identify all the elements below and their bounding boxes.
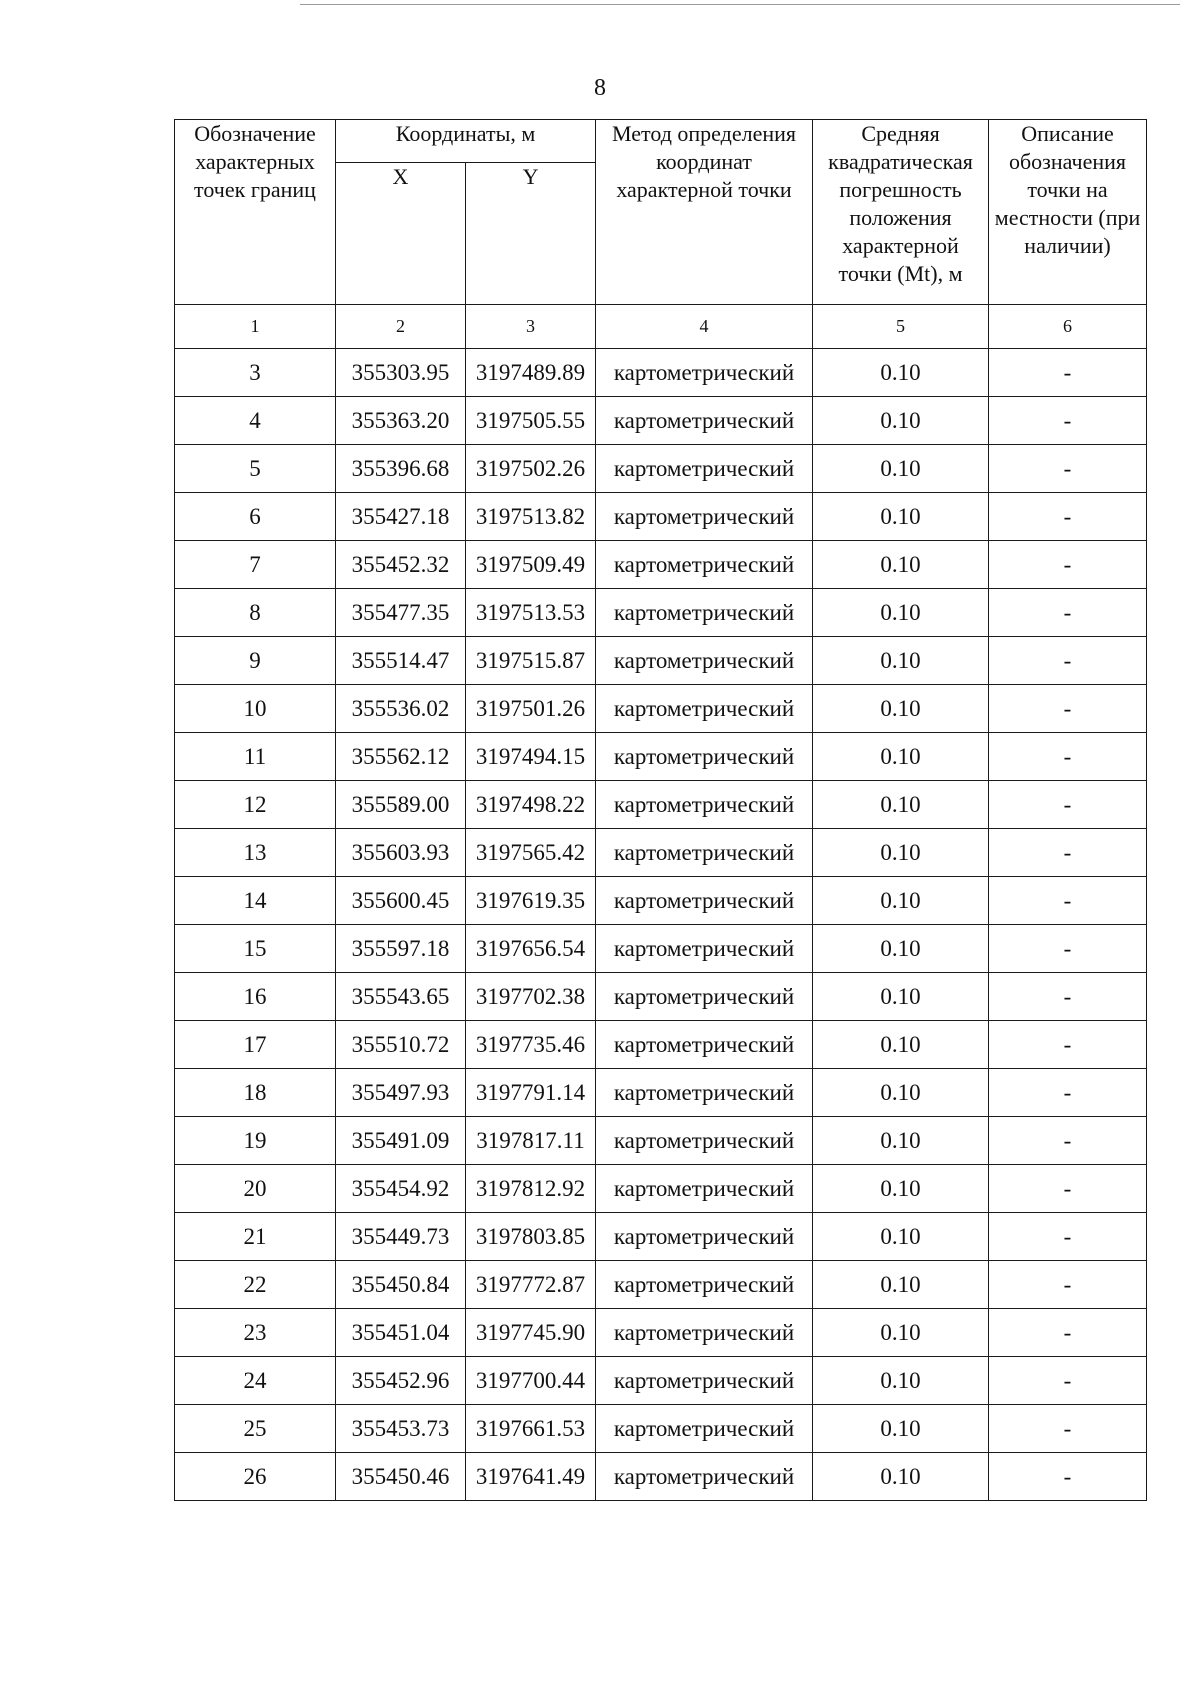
column-number: 6 — [989, 305, 1147, 349]
cell-point-id: 25 — [175, 1405, 336, 1453]
cell-y: 3197513.53 — [466, 589, 596, 637]
table-row — [175, 445, 1147, 493]
cell-method: картометрический — [596, 1309, 813, 1357]
cell-x: 355449.73 — [336, 1213, 466, 1261]
column-number: 1 — [175, 305, 336, 349]
cell-y: 3197619.35 — [466, 877, 596, 925]
cell-description: - — [989, 1357, 1147, 1405]
cell-error: 0.10 — [813, 445, 989, 493]
cell-y: 3197505.55 — [466, 397, 596, 445]
cell-error: 0.10 — [813, 829, 989, 877]
table-row — [175, 1165, 1147, 1213]
cell-x: 355491.09 — [336, 1117, 466, 1165]
cell-point-id: 4 — [175, 397, 336, 445]
table-row — [175, 1117, 1147, 1165]
cell-method: картометрический — [596, 1021, 813, 1069]
cell-point-id: 7 — [175, 541, 336, 589]
cell-point-id: 18 — [175, 1069, 336, 1117]
cell-y: 3197735.46 — [466, 1021, 596, 1069]
cell-x: 355497.93 — [336, 1069, 466, 1117]
table-header — [175, 120, 1147, 305]
cell-error: 0.10 — [813, 1357, 989, 1405]
cell-point-id: 22 — [175, 1261, 336, 1309]
header-designation: Обозначение характерных точек границ — [175, 120, 336, 305]
cell-method: картометрический — [596, 493, 813, 541]
table-row — [175, 781, 1147, 829]
cell-point-id: 26 — [175, 1453, 336, 1501]
header-x: X — [336, 163, 466, 305]
table-body — [175, 305, 1147, 1501]
cell-description: - — [989, 925, 1147, 973]
cell-description: - — [989, 397, 1147, 445]
header-y: Y — [466, 163, 596, 305]
cell-x: 355452.32 — [336, 541, 466, 589]
cell-method: картометрический — [596, 829, 813, 877]
column-number: 5 — [813, 305, 989, 349]
column-number: 2 — [336, 305, 466, 349]
cell-x: 355543.65 — [336, 973, 466, 1021]
table-row — [175, 829, 1147, 877]
cell-x: 355603.93 — [336, 829, 466, 877]
table-row — [175, 1213, 1147, 1261]
table-row — [175, 397, 1147, 445]
cell-point-id: 10 — [175, 685, 336, 733]
cell-point-id: 20 — [175, 1165, 336, 1213]
cell-point-id: 21 — [175, 1213, 336, 1261]
cell-error: 0.10 — [813, 877, 989, 925]
cell-method: картометрический — [596, 1213, 813, 1261]
cell-error: 0.10 — [813, 685, 989, 733]
column-numbers-row — [175, 305, 1147, 349]
cell-y: 3197513.82 — [466, 493, 596, 541]
cell-x: 355451.04 — [336, 1309, 466, 1357]
cell-x: 355597.18 — [336, 925, 466, 973]
cell-x: 355303.95 — [336, 349, 466, 397]
header-description: Описание обозначения точки на местности (при наличии) — [989, 120, 1147, 305]
cell-point-id: 9 — [175, 637, 336, 685]
cell-description: - — [989, 349, 1147, 397]
cell-description: - — [989, 445, 1147, 493]
cell-point-id: 24 — [175, 1357, 336, 1405]
cell-error: 0.10 — [813, 733, 989, 781]
cell-y: 3197515.87 — [466, 637, 596, 685]
cell-method: картометрический — [596, 973, 813, 1021]
cell-y: 3197656.54 — [466, 925, 596, 973]
cell-x: 355536.02 — [336, 685, 466, 733]
cell-x: 355452.96 — [336, 1357, 466, 1405]
cell-method: картометрический — [596, 589, 813, 637]
cell-description: - — [989, 1405, 1147, 1453]
cell-method: картометрический — [596, 1261, 813, 1309]
cell-y: 3197641.49 — [466, 1453, 596, 1501]
cell-y: 3197791.14 — [466, 1069, 596, 1117]
cell-description: - — [989, 493, 1147, 541]
cell-error: 0.10 — [813, 781, 989, 829]
cell-point-id: 8 — [175, 589, 336, 637]
table-row — [175, 637, 1147, 685]
cell-error: 0.10 — [813, 1117, 989, 1165]
cell-description: - — [989, 1309, 1147, 1357]
cell-y: 3197745.90 — [466, 1309, 596, 1357]
cell-method: картометрический — [596, 637, 813, 685]
cell-y: 3197772.87 — [466, 1261, 596, 1309]
cell-x: 355427.18 — [336, 493, 466, 541]
cell-y: 3197700.44 — [466, 1357, 596, 1405]
cell-y: 3197812.92 — [466, 1165, 596, 1213]
header-method: Метод определения координат характерной точки — [596, 120, 813, 305]
cell-point-id: 19 — [175, 1117, 336, 1165]
table-row — [175, 1069, 1147, 1117]
cell-y: 3197489.89 — [466, 349, 596, 397]
table-row — [175, 1309, 1147, 1357]
cell-description: - — [989, 1213, 1147, 1261]
cell-error: 0.10 — [813, 397, 989, 445]
cell-error: 0.10 — [813, 1021, 989, 1069]
cell-x: 355454.92 — [336, 1165, 466, 1213]
cell-y: 3197702.38 — [466, 973, 596, 1021]
cell-description: - — [989, 1069, 1147, 1117]
table-row — [175, 1261, 1147, 1309]
cell-x: 355363.20 — [336, 397, 466, 445]
cell-error: 0.10 — [813, 1453, 989, 1501]
cell-method: картометрический — [596, 733, 813, 781]
table-row — [175, 1405, 1147, 1453]
cell-method: картометрический — [596, 781, 813, 829]
cell-x: 355510.72 — [336, 1021, 466, 1069]
table-row — [175, 925, 1147, 973]
cell-y: 3197661.53 — [466, 1405, 596, 1453]
table-row — [175, 493, 1147, 541]
cell-x: 355450.46 — [336, 1453, 466, 1501]
cell-method: картометрический — [596, 685, 813, 733]
cell-description: - — [989, 973, 1147, 1021]
cell-description: - — [989, 589, 1147, 637]
cell-error: 0.10 — [813, 1213, 989, 1261]
cell-error: 0.10 — [813, 1405, 989, 1453]
cell-method: картометрический — [596, 1357, 813, 1405]
page-number: 8 — [594, 75, 606, 101]
column-number: 4 — [596, 305, 813, 349]
cell-method: картометрический — [596, 445, 813, 493]
cell-y: 3197501.26 — [466, 685, 596, 733]
cell-method: картометрический — [596, 397, 813, 445]
cell-error: 0.10 — [813, 541, 989, 589]
cell-y: 3197502.26 — [466, 445, 596, 493]
cell-description: - — [989, 637, 1147, 685]
cell-x: 355562.12 — [336, 733, 466, 781]
cell-x: 355453.73 — [336, 1405, 466, 1453]
cell-method: картометрический — [596, 541, 813, 589]
table-row — [175, 541, 1147, 589]
cell-description: - — [989, 877, 1147, 925]
cell-description: - — [989, 733, 1147, 781]
cell-error: 0.10 — [813, 589, 989, 637]
cell-error: 0.10 — [813, 973, 989, 1021]
cell-description: - — [989, 685, 1147, 733]
cell-description: - — [989, 1117, 1147, 1165]
column-number: 3 — [466, 305, 596, 349]
table-row — [175, 589, 1147, 637]
cell-x: 355600.45 — [336, 877, 466, 925]
cell-y: 3197817.11 — [466, 1117, 596, 1165]
table-row — [175, 1021, 1147, 1069]
header-coordinates: Координаты, м — [336, 120, 596, 163]
table-row — [175, 1453, 1147, 1501]
cell-error: 0.10 — [813, 1309, 989, 1357]
cell-description: - — [989, 541, 1147, 589]
table-row — [175, 1357, 1147, 1405]
cell-y: 3197509.49 — [466, 541, 596, 589]
table-row — [175, 349, 1147, 397]
cell-method: картометрический — [596, 1117, 813, 1165]
cell-point-id: 5 — [175, 445, 336, 493]
cell-description: - — [989, 1453, 1147, 1501]
cell-description: - — [989, 1165, 1147, 1213]
cell-point-id: 6 — [175, 493, 336, 541]
cell-method: картометрический — [596, 1069, 813, 1117]
cell-point-id: 15 — [175, 925, 336, 973]
cell-point-id: 11 — [175, 733, 336, 781]
cell-description: - — [989, 781, 1147, 829]
cell-error: 0.10 — [813, 1069, 989, 1117]
cell-point-id: 17 — [175, 1021, 336, 1069]
cell-error: 0.10 — [813, 637, 989, 685]
table-row — [175, 973, 1147, 1021]
table-row — [175, 733, 1147, 781]
cell-x: 355589.00 — [336, 781, 466, 829]
cell-x: 355396.68 — [336, 445, 466, 493]
cell-point-id: 23 — [175, 1309, 336, 1357]
cell-method: картометрический — [596, 877, 813, 925]
cell-error: 0.10 — [813, 925, 989, 973]
cell-x: 355514.47 — [336, 637, 466, 685]
cell-x: 355477.35 — [336, 589, 466, 637]
cell-error: 0.10 — [813, 1261, 989, 1309]
cell-point-id: 16 — [175, 973, 336, 1021]
table-row — [175, 685, 1147, 733]
cell-error: 0.10 — [813, 493, 989, 541]
cell-description: - — [989, 829, 1147, 877]
table-row — [175, 877, 1147, 925]
boundary-points-table — [174, 119, 1147, 1501]
cell-description: - — [989, 1021, 1147, 1069]
cell-error: 0.10 — [813, 1165, 989, 1213]
cell-y: 3197803.85 — [466, 1213, 596, 1261]
cell-method: картометрический — [596, 925, 813, 973]
cell-description: - — [989, 1261, 1147, 1309]
cell-y: 3197565.42 — [466, 829, 596, 877]
cell-x: 355450.84 — [336, 1261, 466, 1309]
cell-method: картометрический — [596, 349, 813, 397]
cell-y: 3197498.22 — [466, 781, 596, 829]
cell-y: 3197494.15 — [466, 733, 596, 781]
page-top-rule — [300, 4, 1180, 5]
cell-error: 0.10 — [813, 349, 989, 397]
cell-point-id: 13 — [175, 829, 336, 877]
cell-method: картометрический — [596, 1405, 813, 1453]
cell-point-id: 14 — [175, 877, 336, 925]
cell-point-id: 12 — [175, 781, 336, 829]
cell-method: картометрический — [596, 1453, 813, 1501]
cell-method: картометрический — [596, 1165, 813, 1213]
header-error: Средняя квадратическая погрешность положения характерной точки (Mt), м — [813, 120, 989, 305]
cell-point-id: 3 — [175, 349, 336, 397]
